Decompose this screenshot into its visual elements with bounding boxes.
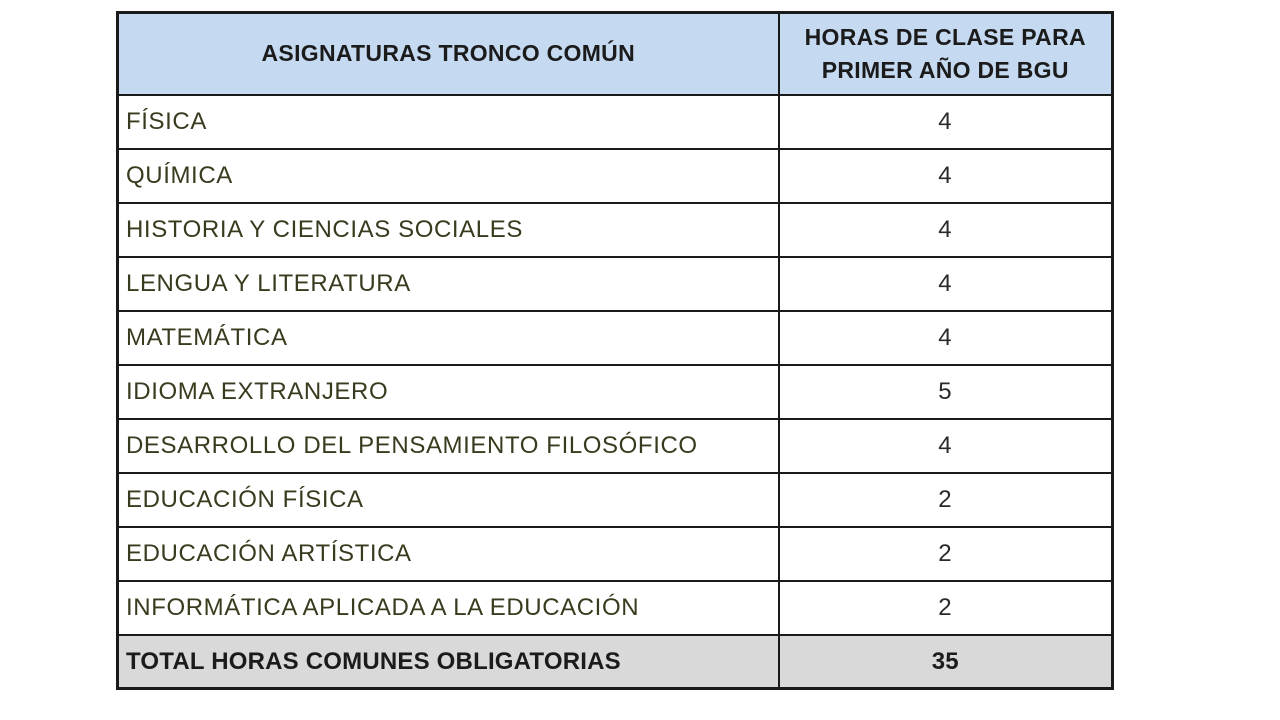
table-row <box>118 203 1113 257</box>
table-header-row <box>118 13 1113 96</box>
hours-cell: 4 <box>779 95 1113 149</box>
subject-cell: INFORMÁTICA APLICADA A LA EDUCACIÓN <box>118 581 779 635</box>
table-row <box>118 527 1113 581</box>
subjects-hours-table <box>116 11 1114 690</box>
subject-cell: EDUCACIÓN ARTÍSTICA <box>118 527 779 581</box>
subject-cell: FÍSICA <box>118 95 779 149</box>
subject-cell: DESARROLLO DEL PENSAMIENTO FILOSÓFICO <box>118 419 779 473</box>
table-row <box>118 473 1113 527</box>
total-hours: 35 <box>779 635 1113 689</box>
header-hours-line2: PRIMER AÑO DE BGU <box>821 57 1069 83</box>
hours-cell: 4 <box>779 257 1113 311</box>
hours-cell: 2 <box>779 473 1113 527</box>
table-row <box>118 311 1113 365</box>
total-label: TOTAL HORAS COMUNES OBLIGATORIAS <box>118 635 779 689</box>
hours-cell: 5 <box>779 365 1113 419</box>
table-row <box>118 419 1113 473</box>
table-row <box>118 257 1113 311</box>
hours-cell: 2 <box>779 527 1113 581</box>
table-row <box>118 365 1113 419</box>
hours-cell: 4 <box>779 149 1113 203</box>
subject-cell: MATEMÁTICA <box>118 311 779 365</box>
hours-cell: 4 <box>779 203 1113 257</box>
table-row <box>118 581 1113 635</box>
header-hours-line1: HORAS DE CLASE PARA <box>804 23 1086 50</box>
header-hours <box>779 13 1113 96</box>
total-row <box>118 635 1113 689</box>
header-subject: ASIGNATURAS TRONCO COMÚN <box>118 13 779 96</box>
subject-cell: HISTORIA Y CIENCIAS SOCIALES <box>118 203 779 257</box>
hours-cell: 2 <box>779 581 1113 635</box>
hours-cell: 4 <box>779 419 1113 473</box>
subject-cell: EDUCACIÓN FÍSICA <box>118 473 779 527</box>
table-row <box>118 149 1113 203</box>
subject-cell: QUÍMICA <box>118 149 779 203</box>
subject-cell: IDIOMA EXTRANJERO <box>118 365 779 419</box>
subject-cell: LENGUA Y LITERATURA <box>118 257 779 311</box>
table-row <box>118 95 1113 149</box>
hours-cell: 4 <box>779 311 1113 365</box>
